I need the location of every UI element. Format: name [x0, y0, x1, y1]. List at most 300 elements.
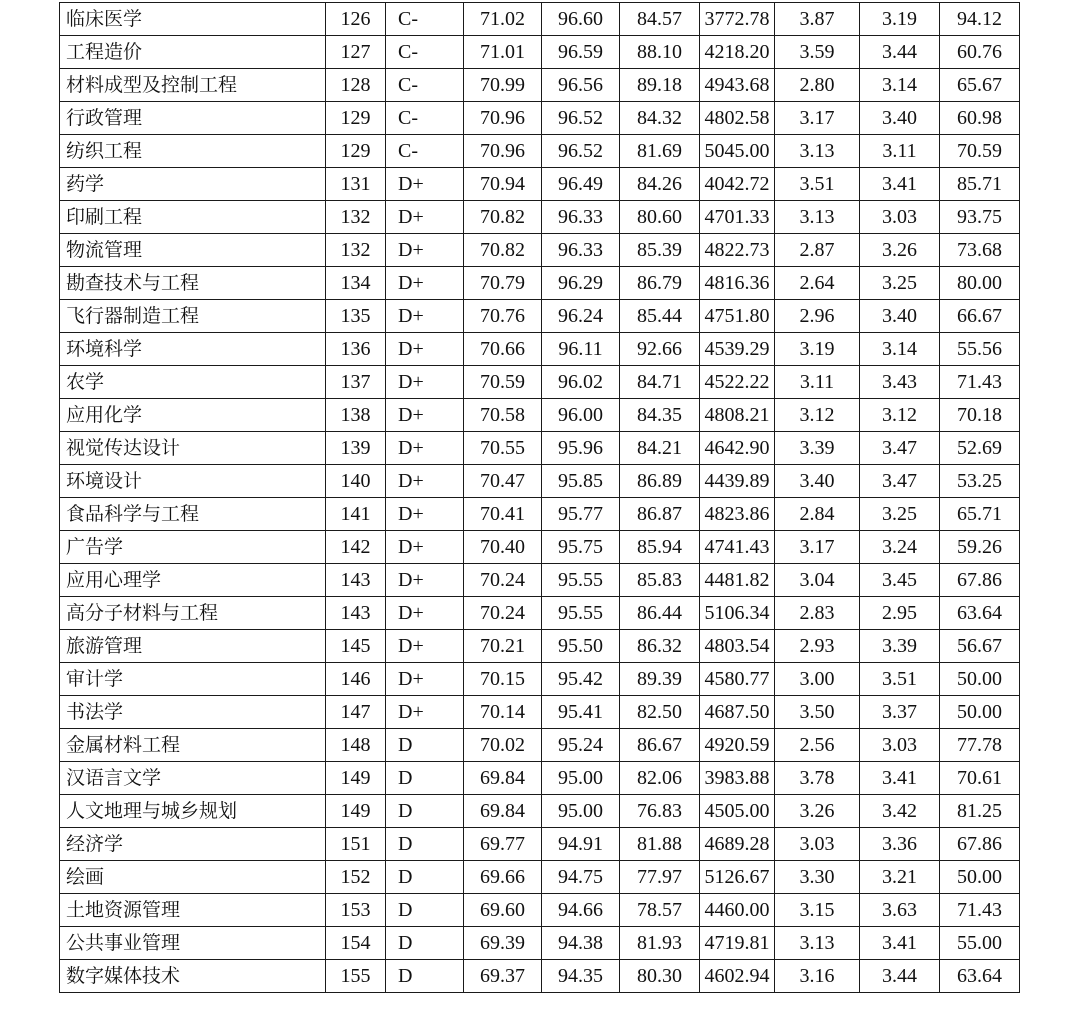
metric-c-cell: 3.43 [860, 366, 940, 399]
salary-cell: 4439.89 [700, 465, 775, 498]
score-cell: 69.66 [464, 861, 542, 894]
metric-c-cell: 3.45 [860, 564, 940, 597]
metric-b-cell: 3.39 [775, 432, 860, 465]
rank-cell: 154 [326, 927, 386, 960]
table-row [60, 168, 1020, 201]
metric-a-cell: 85.39 [620, 234, 700, 267]
metric-a-cell: 86.87 [620, 498, 700, 531]
percent-score-cell: 96.52 [542, 135, 620, 168]
rank-cell: 134 [326, 267, 386, 300]
metric-b-cell: 3.59 [775, 36, 860, 69]
grade-cell: C- [386, 69, 464, 102]
grade-cell: D+ [386, 564, 464, 597]
rank-cell: 136 [326, 333, 386, 366]
score-cell: 71.01 [464, 36, 542, 69]
metric-d-cell: 50.00 [940, 696, 1020, 729]
metric-b-cell: 3.17 [775, 531, 860, 564]
metric-c-cell: 3.14 [860, 69, 940, 102]
metric-a-cell: 86.67 [620, 729, 700, 762]
metric-d-cell: 67.86 [940, 828, 1020, 861]
salary-cell: 5106.34 [700, 597, 775, 630]
major-name-cell: 经济学 [60, 828, 326, 861]
metric-b-cell: 3.78 [775, 762, 860, 795]
grade-cell: D+ [386, 531, 464, 564]
metric-a-cell: 92.66 [620, 333, 700, 366]
major-name-cell: 应用心理学 [60, 564, 326, 597]
rank-cell: 140 [326, 465, 386, 498]
rank-cell: 149 [326, 795, 386, 828]
salary-cell: 4460.00 [700, 894, 775, 927]
metric-a-cell: 84.26 [620, 168, 700, 201]
score-cell: 70.40 [464, 531, 542, 564]
metric-d-cell: 63.64 [940, 597, 1020, 630]
metric-b-cell: 2.83 [775, 597, 860, 630]
table-row [60, 69, 1020, 102]
grade-cell: D [386, 828, 464, 861]
grade-cell: D [386, 762, 464, 795]
percent-score-cell: 95.50 [542, 630, 620, 663]
salary-cell: 4522.22 [700, 366, 775, 399]
score-cell: 70.79 [464, 267, 542, 300]
salary-cell: 4687.50 [700, 696, 775, 729]
metric-d-cell: 77.78 [940, 729, 1020, 762]
metric-d-cell: 80.00 [940, 267, 1020, 300]
rank-cell: 149 [326, 762, 386, 795]
metric-a-cell: 80.30 [620, 960, 700, 993]
percent-score-cell: 94.35 [542, 960, 620, 993]
salary-cell: 4481.82 [700, 564, 775, 597]
percent-score-cell: 96.59 [542, 36, 620, 69]
table-row [60, 399, 1020, 432]
metric-d-cell: 94.12 [940, 3, 1020, 36]
table-row [60, 300, 1020, 333]
metric-a-cell: 84.35 [620, 399, 700, 432]
table-row [60, 498, 1020, 531]
grade-cell: C- [386, 102, 464, 135]
metric-a-cell: 84.21 [620, 432, 700, 465]
score-cell: 69.84 [464, 762, 542, 795]
table-row [60, 927, 1020, 960]
metric-c-cell: 3.41 [860, 168, 940, 201]
salary-cell: 4920.59 [700, 729, 775, 762]
table-row [60, 729, 1020, 762]
metric-d-cell: 71.43 [940, 894, 1020, 927]
table-row [60, 267, 1020, 300]
score-cell: 70.58 [464, 399, 542, 432]
major-name-cell: 土地资源管理 [60, 894, 326, 927]
table-row [60, 894, 1020, 927]
metric-a-cell: 85.44 [620, 300, 700, 333]
score-cell: 69.39 [464, 927, 542, 960]
metric-d-cell: 73.68 [940, 234, 1020, 267]
score-cell: 70.24 [464, 597, 542, 630]
metric-c-cell: 3.36 [860, 828, 940, 861]
metric-d-cell: 65.71 [940, 498, 1020, 531]
metric-b-cell: 2.80 [775, 69, 860, 102]
metric-d-cell: 50.00 [940, 663, 1020, 696]
metric-d-cell: 60.76 [940, 36, 1020, 69]
score-cell: 70.76 [464, 300, 542, 333]
grade-cell: D+ [386, 300, 464, 333]
metric-d-cell: 59.26 [940, 531, 1020, 564]
metric-c-cell: 3.24 [860, 531, 940, 564]
table-row [60, 762, 1020, 795]
grade-cell: D [386, 894, 464, 927]
percent-score-cell: 95.24 [542, 729, 620, 762]
score-cell: 70.41 [464, 498, 542, 531]
major-name-cell: 纺织工程 [60, 135, 326, 168]
percent-score-cell: 94.75 [542, 861, 620, 894]
metric-c-cell: 3.25 [860, 498, 940, 531]
percent-score-cell: 96.11 [542, 333, 620, 366]
metric-d-cell: 67.86 [940, 564, 1020, 597]
salary-cell: 4751.80 [700, 300, 775, 333]
score-cell: 70.99 [464, 69, 542, 102]
rank-cell: 143 [326, 597, 386, 630]
rank-cell: 147 [326, 696, 386, 729]
salary-cell: 4816.36 [700, 267, 775, 300]
salary-cell: 4042.72 [700, 168, 775, 201]
metric-d-cell: 66.67 [940, 300, 1020, 333]
metric-c-cell: 3.44 [860, 36, 940, 69]
score-cell: 70.94 [464, 168, 542, 201]
score-cell: 70.82 [464, 201, 542, 234]
metric-b-cell: 3.50 [775, 696, 860, 729]
score-cell: 69.60 [464, 894, 542, 927]
percent-score-cell: 94.66 [542, 894, 620, 927]
grade-cell: D+ [386, 663, 464, 696]
percent-score-cell: 96.33 [542, 201, 620, 234]
rank-cell: 138 [326, 399, 386, 432]
table-row [60, 960, 1020, 993]
metric-a-cell: 76.83 [620, 795, 700, 828]
rank-cell: 132 [326, 234, 386, 267]
salary-cell: 4808.21 [700, 399, 775, 432]
metric-b-cell: 3.03 [775, 828, 860, 861]
percent-score-cell: 95.75 [542, 531, 620, 564]
rank-cell: 137 [326, 366, 386, 399]
metric-a-cell: 84.32 [620, 102, 700, 135]
percent-score-cell: 96.56 [542, 69, 620, 102]
score-cell: 70.24 [464, 564, 542, 597]
metric-d-cell: 53.25 [940, 465, 1020, 498]
salary-cell: 4701.33 [700, 201, 775, 234]
metric-a-cell: 86.32 [620, 630, 700, 663]
metric-a-cell: 81.88 [620, 828, 700, 861]
rank-cell: 146 [326, 663, 386, 696]
metric-a-cell: 81.69 [620, 135, 700, 168]
metric-a-cell: 85.83 [620, 564, 700, 597]
grade-cell: D [386, 729, 464, 762]
salary-cell: 3772.78 [700, 3, 775, 36]
major-name-cell: 公共事业管理 [60, 927, 326, 960]
table-row [60, 861, 1020, 894]
metric-a-cell: 85.94 [620, 531, 700, 564]
metric-a-cell: 78.57 [620, 894, 700, 927]
major-name-cell: 环境设计 [60, 465, 326, 498]
metric-b-cell: 3.11 [775, 366, 860, 399]
percent-score-cell: 95.00 [542, 795, 620, 828]
score-cell: 70.55 [464, 432, 542, 465]
score-cell: 70.21 [464, 630, 542, 663]
metric-a-cell: 77.97 [620, 861, 700, 894]
rank-cell: 131 [326, 168, 386, 201]
salary-cell: 5126.67 [700, 861, 775, 894]
table-row [60, 102, 1020, 135]
grade-cell: D+ [386, 234, 464, 267]
metric-b-cell: 3.19 [775, 333, 860, 366]
table-row [60, 3, 1020, 36]
percent-score-cell: 95.42 [542, 663, 620, 696]
metric-c-cell: 3.41 [860, 762, 940, 795]
grade-cell: C- [386, 3, 464, 36]
percent-score-cell: 96.02 [542, 366, 620, 399]
metric-d-cell: 93.75 [940, 201, 1020, 234]
table-row [60, 795, 1020, 828]
major-name-cell: 绘画 [60, 861, 326, 894]
metric-c-cell: 3.26 [860, 234, 940, 267]
metric-a-cell: 89.18 [620, 69, 700, 102]
grade-cell: D [386, 960, 464, 993]
metric-a-cell: 81.93 [620, 927, 700, 960]
metric-c-cell: 3.51 [860, 663, 940, 696]
metric-b-cell: 3.40 [775, 465, 860, 498]
grade-cell: D [386, 927, 464, 960]
metric-c-cell: 3.14 [860, 333, 940, 366]
score-cell: 70.14 [464, 696, 542, 729]
grade-cell: C- [386, 135, 464, 168]
rank-cell: 151 [326, 828, 386, 861]
metric-b-cell: 3.87 [775, 3, 860, 36]
metric-b-cell: 3.00 [775, 663, 860, 696]
metric-c-cell: 3.11 [860, 135, 940, 168]
metric-a-cell: 82.50 [620, 696, 700, 729]
major-name-cell: 汉语言文学 [60, 762, 326, 795]
metric-a-cell: 88.10 [620, 36, 700, 69]
score-cell: 70.59 [464, 366, 542, 399]
metric-d-cell: 63.64 [940, 960, 1020, 993]
major-name-cell: 环境科学 [60, 333, 326, 366]
metric-b-cell: 2.84 [775, 498, 860, 531]
salary-cell: 4642.90 [700, 432, 775, 465]
salary-cell: 4803.54 [700, 630, 775, 663]
metric-d-cell: 55.56 [940, 333, 1020, 366]
major-name-cell: 飞行器制造工程 [60, 300, 326, 333]
rank-cell: 145 [326, 630, 386, 663]
salary-cell: 4580.77 [700, 663, 775, 696]
salary-cell: 4602.94 [700, 960, 775, 993]
metric-c-cell: 3.25 [860, 267, 940, 300]
major-name-cell: 高分子材料与工程 [60, 597, 326, 630]
metric-b-cell: 3.13 [775, 927, 860, 960]
metric-c-cell: 2.95 [860, 597, 940, 630]
rank-cell: 128 [326, 69, 386, 102]
rank-cell: 148 [326, 729, 386, 762]
major-name-cell: 农学 [60, 366, 326, 399]
major-name-cell: 食品科学与工程 [60, 498, 326, 531]
grade-cell: D+ [386, 498, 464, 531]
major-name-cell: 人文地理与城乡规划 [60, 795, 326, 828]
metric-d-cell: 52.69 [940, 432, 1020, 465]
grade-cell: D+ [386, 630, 464, 663]
major-ranking-table [59, 2, 1020, 993]
score-cell: 70.96 [464, 102, 542, 135]
salary-cell: 4741.43 [700, 531, 775, 564]
metric-c-cell: 3.40 [860, 300, 940, 333]
metric-d-cell: 55.00 [940, 927, 1020, 960]
major-name-cell: 工程造价 [60, 36, 326, 69]
grade-cell: D+ [386, 201, 464, 234]
metric-b-cell: 3.04 [775, 564, 860, 597]
metric-b-cell: 3.17 [775, 102, 860, 135]
table-row [60, 135, 1020, 168]
rank-cell: 132 [326, 201, 386, 234]
metric-d-cell: 70.18 [940, 399, 1020, 432]
percent-score-cell: 94.38 [542, 927, 620, 960]
metric-c-cell: 3.21 [860, 861, 940, 894]
percent-score-cell: 95.55 [542, 597, 620, 630]
metric-c-cell: 3.42 [860, 795, 940, 828]
table-row [60, 597, 1020, 630]
score-cell: 70.47 [464, 465, 542, 498]
metric-b-cell: 3.26 [775, 795, 860, 828]
table-row [60, 36, 1020, 69]
grade-cell: D+ [386, 366, 464, 399]
metric-d-cell: 85.71 [940, 168, 1020, 201]
metric-b-cell: 2.56 [775, 729, 860, 762]
salary-cell: 4505.00 [700, 795, 775, 828]
metric-c-cell: 3.03 [860, 201, 940, 234]
rank-cell: 126 [326, 3, 386, 36]
percent-score-cell: 94.91 [542, 828, 620, 861]
table-row [60, 630, 1020, 663]
metric-a-cell: 86.79 [620, 267, 700, 300]
percent-score-cell: 95.55 [542, 564, 620, 597]
percent-score-cell: 96.60 [542, 3, 620, 36]
metric-a-cell: 86.89 [620, 465, 700, 498]
metric-c-cell: 3.39 [860, 630, 940, 663]
table-body [60, 3, 1020, 993]
table-row [60, 201, 1020, 234]
metric-a-cell: 89.39 [620, 663, 700, 696]
score-cell: 69.84 [464, 795, 542, 828]
metric-c-cell: 3.47 [860, 432, 940, 465]
metric-c-cell: 3.47 [860, 465, 940, 498]
score-cell: 71.02 [464, 3, 542, 36]
percent-score-cell: 95.41 [542, 696, 620, 729]
metric-a-cell: 84.71 [620, 366, 700, 399]
major-name-cell: 应用化学 [60, 399, 326, 432]
major-name-cell: 视觉传达设计 [60, 432, 326, 465]
major-name-cell: 广告学 [60, 531, 326, 564]
metric-c-cell: 3.40 [860, 102, 940, 135]
rank-cell: 152 [326, 861, 386, 894]
table-row [60, 465, 1020, 498]
table-row [60, 531, 1020, 564]
rank-cell: 129 [326, 135, 386, 168]
metric-b-cell: 2.64 [775, 267, 860, 300]
salary-cell: 3983.88 [700, 762, 775, 795]
percent-score-cell: 96.29 [542, 267, 620, 300]
major-name-cell: 审计学 [60, 663, 326, 696]
major-name-cell: 材料成型及控制工程 [60, 69, 326, 102]
percent-score-cell: 95.85 [542, 465, 620, 498]
grade-cell: D+ [386, 333, 464, 366]
grade-cell: D+ [386, 696, 464, 729]
rank-cell: 142 [326, 531, 386, 564]
metric-a-cell: 84.57 [620, 3, 700, 36]
grade-cell: D+ [386, 267, 464, 300]
rank-cell: 153 [326, 894, 386, 927]
metric-c-cell: 3.37 [860, 696, 940, 729]
salary-cell: 4539.29 [700, 333, 775, 366]
rank-cell: 127 [326, 36, 386, 69]
metric-b-cell: 3.13 [775, 201, 860, 234]
score-cell: 69.37 [464, 960, 542, 993]
grade-cell: D+ [386, 168, 464, 201]
table-row [60, 432, 1020, 465]
grade-cell: C- [386, 36, 464, 69]
rank-cell: 139 [326, 432, 386, 465]
major-name-cell: 数字媒体技术 [60, 960, 326, 993]
major-name-cell: 物流管理 [60, 234, 326, 267]
metric-c-cell: 3.03 [860, 729, 940, 762]
percent-score-cell: 96.00 [542, 399, 620, 432]
major-name-cell: 勘查技术与工程 [60, 267, 326, 300]
percent-score-cell: 95.96 [542, 432, 620, 465]
major-name-cell: 金属材料工程 [60, 729, 326, 762]
salary-cell: 4719.81 [700, 927, 775, 960]
percent-score-cell: 96.52 [542, 102, 620, 135]
metric-b-cell: 3.13 [775, 135, 860, 168]
table-row [60, 234, 1020, 267]
major-name-cell: 临床医学 [60, 3, 326, 36]
metric-a-cell: 86.44 [620, 597, 700, 630]
table-row [60, 828, 1020, 861]
salary-cell: 4943.68 [700, 69, 775, 102]
metric-b-cell: 3.12 [775, 399, 860, 432]
grade-cell: D [386, 795, 464, 828]
metric-c-cell: 3.63 [860, 894, 940, 927]
rank-cell: 155 [326, 960, 386, 993]
metric-d-cell: 81.25 [940, 795, 1020, 828]
metric-b-cell: 2.87 [775, 234, 860, 267]
table-row [60, 366, 1020, 399]
metric-b-cell: 2.96 [775, 300, 860, 333]
metric-d-cell: 70.59 [940, 135, 1020, 168]
metric-b-cell: 3.16 [775, 960, 860, 993]
metric-d-cell: 65.67 [940, 69, 1020, 102]
metric-c-cell: 3.44 [860, 960, 940, 993]
percent-score-cell: 96.33 [542, 234, 620, 267]
grade-cell: D [386, 861, 464, 894]
score-cell: 70.82 [464, 234, 542, 267]
major-name-cell: 印刷工程 [60, 201, 326, 234]
metric-d-cell: 60.98 [940, 102, 1020, 135]
table-row [60, 663, 1020, 696]
metric-a-cell: 82.06 [620, 762, 700, 795]
percent-score-cell: 95.00 [542, 762, 620, 795]
metric-a-cell: 80.60 [620, 201, 700, 234]
table-row [60, 696, 1020, 729]
table-row [60, 333, 1020, 366]
salary-cell: 4218.20 [700, 36, 775, 69]
metric-b-cell: 2.93 [775, 630, 860, 663]
salary-cell: 5045.00 [700, 135, 775, 168]
grade-cell: D+ [386, 597, 464, 630]
score-cell: 70.96 [464, 135, 542, 168]
percent-score-cell: 96.49 [542, 168, 620, 201]
